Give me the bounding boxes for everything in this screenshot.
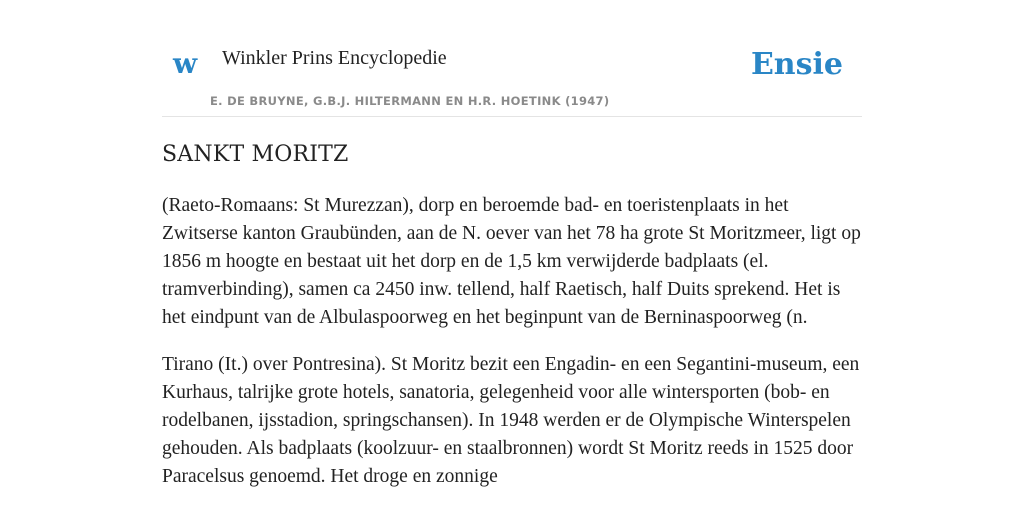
article-paragraph-1: (Raeto-Romaans: St Murezzan), dorp en beroemde bad- en toeristenplaats in het Zwitserse kanton Graubünden, aan de N. oever van het 78 ha grote St Moritzmeer, ligt op 1856 m hoogte en bestaat uit het dorp en de 1,5 km verwijderde badplaats (el. tramverbinding), samen ca 2450 inw. tellend, half Raetisch, half Duits sprekend. Het is het eindpunt van de Albulaspoorweg en het beginpunt van de Berninaspoorweg (n.: [162, 195, 861, 328]
winkler-prins-logo-icon[interactable]: w: [173, 47, 198, 80]
article-paragraph-2: Tirano (It.) over Pontresina). St Moritz bezit een Engadin- en een Segantini-museum, een Kurhaus, talrijke grote hotels, sanatoria, gelegenheid voor alle wintersporten (bob- en rodelbanen, ijsstadion, springschansen). In 1948 werden er de Olympische Winterspelen gehouden. Als badplaats (koolzuur- en staalbronnen) wordt St Moritz reeds in 1525 door Paracelsus genoemd. Het droge en zonnige: [162, 354, 860, 487]
source-title[interactable]: Winkler Prins Encyclopedie: [222, 47, 447, 69]
site-header: [162, 0, 862, 117]
source-authors: E. DE BRUYNE, G.B.J. HILTERMANN EN H.R. HOETINK (1947): [210, 94, 610, 108]
article-headword: SANKT MORITZ: [162, 142, 349, 167]
article: [162, 138, 862, 491]
ensie-logo[interactable]: Ensie: [750, 47, 843, 82]
